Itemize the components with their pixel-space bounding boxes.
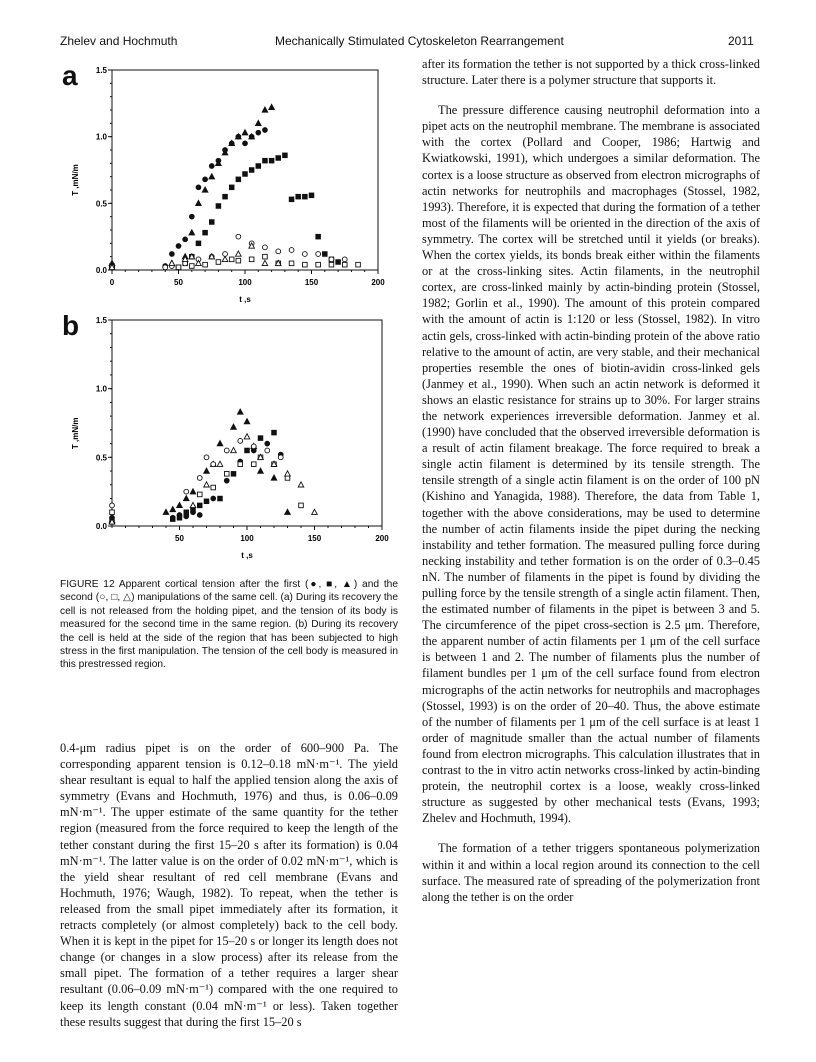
data-point-triangle xyxy=(222,256,228,261)
data-point-square xyxy=(336,260,341,265)
data-point-circle xyxy=(224,478,229,483)
data-point-triangle xyxy=(204,482,210,487)
x-tick-label: 100 xyxy=(240,534,254,543)
data-point-triangle xyxy=(217,441,223,446)
data-point-circle xyxy=(316,252,321,257)
data-point-square xyxy=(245,448,250,453)
data-point-triangle xyxy=(262,260,268,265)
data-point-square xyxy=(197,492,202,497)
data-point-circle xyxy=(251,444,256,449)
chart-panel-b xyxy=(62,308,402,566)
panel-label-a: a xyxy=(62,60,78,91)
data-point-circle xyxy=(236,234,241,239)
x-tick-label: 100 xyxy=(238,278,252,287)
data-point-circle xyxy=(184,489,189,494)
data-point-circle xyxy=(302,252,307,257)
data-point-square xyxy=(196,241,201,246)
data-point-circle xyxy=(265,448,270,453)
x-axis-label: t ,s xyxy=(239,295,251,304)
right-column-text xyxy=(422,56,760,905)
data-point-circle xyxy=(197,476,202,481)
data-point-triangle xyxy=(312,509,318,514)
data-point-triangle xyxy=(262,107,268,112)
data-point-square xyxy=(299,503,304,508)
y-tick-label: 0.5 xyxy=(95,453,107,463)
y-tick-label: 0.0 xyxy=(95,522,107,531)
data-point-circle xyxy=(209,164,214,169)
data-point-square xyxy=(216,260,221,265)
panel-label-b: b xyxy=(62,310,80,341)
data-point-square xyxy=(203,262,208,267)
data-point-circle xyxy=(189,214,194,219)
data-point-circle xyxy=(329,257,334,262)
data-point-triangle xyxy=(163,509,169,514)
data-point-circle xyxy=(203,177,208,182)
data-point-triangle xyxy=(242,130,248,135)
data-point-square xyxy=(236,177,241,182)
data-point-square xyxy=(218,496,223,501)
data-point-square xyxy=(203,230,208,235)
data-point-triangle xyxy=(298,482,304,487)
data-point-circle xyxy=(243,141,248,146)
x-tick-label: 150 xyxy=(307,534,322,543)
data-point-triangle xyxy=(244,419,250,424)
x-axis-label: t ,s xyxy=(241,551,253,560)
data-point-square xyxy=(289,197,294,202)
data-point-triangle xyxy=(170,507,176,512)
data-point-triangle xyxy=(285,509,291,514)
data-point-square xyxy=(329,262,334,267)
data-point-triangle xyxy=(217,461,223,466)
data-point-circle xyxy=(263,245,268,250)
running-head-title: Mechanically Stimulated Cytoskeleton Rearrangement xyxy=(275,34,564,48)
data-point-triangle xyxy=(183,496,189,501)
data-point-circle xyxy=(183,237,188,242)
data-point-triangle xyxy=(236,251,242,256)
left-column-text xyxy=(60,740,398,1030)
data-point-square xyxy=(190,264,195,269)
data-point-square xyxy=(236,258,241,263)
y-tick-label: 1.5 xyxy=(95,316,107,325)
data-point-square xyxy=(249,257,254,262)
plot-frame xyxy=(112,70,378,270)
y-tick-label: 0.0 xyxy=(95,266,107,275)
y-tick-label: 1.0 xyxy=(95,384,107,394)
data-point-square xyxy=(258,436,263,441)
data-point-square xyxy=(251,462,256,467)
data-point-square xyxy=(170,517,175,522)
data-point-circle xyxy=(276,249,281,254)
data-point-square xyxy=(216,204,221,209)
running-head-authors: Zhelev and Hochmuth xyxy=(60,34,178,48)
data-point-square xyxy=(238,462,243,467)
data-point-circle xyxy=(163,265,168,270)
data-point-triangle xyxy=(202,187,208,192)
data-point-square xyxy=(204,499,209,504)
data-point-square xyxy=(223,194,228,199)
x-tick-label: 50 xyxy=(174,278,183,287)
chart-panel-a xyxy=(62,58,402,313)
data-point-square xyxy=(229,257,234,262)
data-point-square xyxy=(224,472,229,477)
data-point-square xyxy=(303,194,308,199)
data-point-triangle xyxy=(269,104,275,109)
data-point-circle xyxy=(176,244,181,249)
y-tick-label: 0.5 xyxy=(95,199,107,209)
data-point-square xyxy=(176,265,181,270)
x-tick-label: 150 xyxy=(304,278,319,287)
data-point-circle xyxy=(263,128,268,133)
data-point-circle xyxy=(342,257,347,262)
left-paragraph: 0.4-μm radius pipet is on the order of 600–900 Pa. The corresponding apparent tension is 0.12–0.18 mN·m⁻¹. The yield shear resultant is equal to half the applied tension along the axis of symmetry (Evans and Hochmuth, 1976) and thus, is 0.06–0.09 mN·m⁻¹. The upper estimate of the same quantity for the tether region (measured from the force required to keep the length of the tether constant during the first 15–20 s after its formation) is 0.04 mN·m⁻¹. The latter value is on the order of 0.02 mN·m⁻¹, which is the yield shear resultant of red cell membrane (Evans and Hochmuth, 1976; Waugh, 1982). To repeat, when the tether is released from the small pipet immediately after its formation, it retracts completely (or almost completely) back to the cell body. When it is kept in the pipet for 15–20 s or longer its length does not change (or changes in a slow process) after its release from the small pipet. The formation of a tether requires a larger shear resultant (0.06–0.09 mN·m⁻¹) compared with the one required to keep its length constant (0.04 mN·m⁻¹ or less). Taken together these results suggest that during the first 15–20 s xyxy=(60,741,398,1029)
data-point-square xyxy=(249,168,254,173)
data-point-square xyxy=(276,156,281,161)
data-point-square xyxy=(316,262,321,267)
data-point-square xyxy=(184,510,189,515)
data-point-square xyxy=(309,193,314,198)
data-point-square xyxy=(316,234,321,239)
y-tick-label: 1.5 xyxy=(95,66,107,75)
data-point-triangle xyxy=(204,468,210,473)
data-point-circle xyxy=(204,455,209,460)
data-point-triangle xyxy=(285,471,291,476)
data-point-circle xyxy=(256,130,261,135)
data-point-square xyxy=(231,472,236,477)
data-point-circle xyxy=(211,496,216,501)
data-point-square xyxy=(356,262,361,267)
data-point-square xyxy=(229,185,234,190)
data-point-square xyxy=(289,261,294,266)
data-point-triangle xyxy=(244,434,250,439)
data-point-circle xyxy=(265,441,270,446)
data-point-triangle xyxy=(169,260,175,265)
data-point-circle xyxy=(224,448,229,453)
x-tick-label: 50 xyxy=(175,534,184,543)
data-point-triangle xyxy=(256,120,262,125)
data-point-circle xyxy=(238,438,243,443)
data-point-square xyxy=(323,252,328,257)
data-point-triangle xyxy=(237,409,243,414)
data-point-circle xyxy=(196,185,201,190)
data-point-square xyxy=(269,158,274,163)
data-point-square xyxy=(303,262,308,267)
data-point-circle xyxy=(169,252,174,257)
figure-caption: FIGURE 12 Apparent cortical tension after the first (●, ■, ▲) and the second (○, □, △) manipulations of the same cell. (a) During its recovery the cell is not released from the holding pipet, and the tension of its body is measured for the second time in the same region. (b) During its recovery the cell is held at the side of the region that has been subjected to high stress in the first manipulation. The tension of the cell body is measured in this prestressed region. xyxy=(60,579,398,671)
data-point-triangle xyxy=(196,200,202,205)
data-point-triangle xyxy=(177,502,183,507)
data-point-circle xyxy=(110,503,115,508)
right-paragraph-3: The formation of a tether triggers spontaneous polymerization within it and within a local region around its connection to the cell surface. The measured rate of spreading of the polymerization front along the tether is on the order xyxy=(422,841,760,904)
y-tick-label: 1.0 xyxy=(95,132,107,142)
y-axis-label: T ,mN/m xyxy=(71,164,80,196)
data-point-circle xyxy=(289,248,294,253)
data-point-triangle xyxy=(189,230,195,235)
data-point-triangle xyxy=(209,174,215,179)
data-point-square xyxy=(209,220,214,225)
data-point-triangle xyxy=(190,502,196,507)
x-tick-label: 200 xyxy=(375,534,389,543)
data-point-square xyxy=(177,515,182,520)
right-paragraph-2: The pressure difference causing neutrophil deformation into a pipet acts on the neutrophil membrane. The membrane is associated with the cortex (Pollard and Cooper, 1986; Hartwig and Kwiatkowski, 1991), which undergoes a similar deformation. The cortex is a loose structure as observed from electron micrographs of actin networks for neutrophils and macrophages (Stossel, 1982, 1993). Therefore, it is expected that during the formation of a tether most of the filaments will be oriented in the direction of the axis of symmetry. The cortex will be stretched until it yields (or breaks). When the cortex yields, its bonds break either within the filaments or at the cross-linking sites. Actin filaments, in the neutrophil cortex, are cross-linked mainly by actin-binding protein (Stossel, 1982; Gorlin et al., 1990). The amount of this protein compared with the amount of actin is 1:120 or less (Stossel, 1982). In vitro actin gels, cross-linked with actin-binding protein of the above ratio relative to the amount of actin, are very stable, and their mechanical properties resemble the ones of biotin-avidin cross-linked gels (Janmey et al., 1990). When such an actin network is deformed it shows an elastic resistance for strains up to 30%. For larger strains the network experiences irreversible deformation. Janmey et al. (1990) have concluded that the observed irreversible deformation is a result of actin filament breakage. The force required to break a single actin filament is determined by its tensile strength. The tensile strength of a single actin filament is on the order of 100 pN (Kishino and Yanagida, 1988). Therefore, the data from Table 1, together with the above considerations, may be used to determine the number of actin filaments inside the pipet during the necking instability and tether formation. The measured pulling force during necking instability and tether formation is on the order of 0.3–0.45 nN. The number of filaments in the pipet is found by dividing the pulling force by the tensile strength of a single actin filament. Then, the estimated number of filaments in the pipet is between 3 and 5. The circumference of the pipet cross-section is 2.5 μm. Therefore, the apparent number of actin filaments per 1 μm of the cell surface is between 1 and 2. The number of filaments plus the number of filament bundles per 1 μm of the cell surface found from electron micrographs of the actin networks for neutrophils and macrophages (Stossel, 1993) is on the order of 20–40. Thus, the above estimate of the number of filaments per 1 μm of the cell surface is at least 1 order of magnitude smaller than the actual number of filaments found from electron micrographs. This calculation illustrates that in contrast to the in vitro actin networks cross-linked by actin-binding protein, the neutrophil cortex is a loose, weakly cross-linked structure as suggested by other mechanical tests (Evans, 1993; Zhelev and Hochmuth, 1994). xyxy=(422,103,760,826)
data-point-square xyxy=(110,510,115,515)
data-point-square xyxy=(283,153,288,158)
data-point-triangle xyxy=(190,489,196,494)
data-point-square xyxy=(263,254,268,259)
y-axis-label: T ,mN/m xyxy=(71,417,80,450)
data-point-circle xyxy=(211,462,216,467)
data-point-triangle xyxy=(258,468,264,473)
data-point-square xyxy=(263,158,268,163)
data-point-square xyxy=(256,164,261,169)
data-point-square xyxy=(211,485,216,490)
x-tick-label: 200 xyxy=(371,278,385,287)
data-point-square xyxy=(272,430,277,435)
data-point-circle xyxy=(197,513,202,518)
data-point-square xyxy=(197,503,202,508)
data-point-square xyxy=(243,172,248,177)
data-point-square xyxy=(342,262,347,267)
right-paragraph-1: after its formation the tether is not supported by a thick cross-linked structure. Later there is a polymer structure that supports it. xyxy=(422,57,760,88)
x-tick-label: 0 xyxy=(109,278,115,287)
data-point-triangle xyxy=(231,424,237,429)
data-point-circle xyxy=(278,455,283,460)
data-point-triangle xyxy=(271,475,277,480)
data-point-square xyxy=(296,194,301,199)
page-number: 2011 xyxy=(728,34,754,48)
data-point-triangle xyxy=(231,447,237,452)
